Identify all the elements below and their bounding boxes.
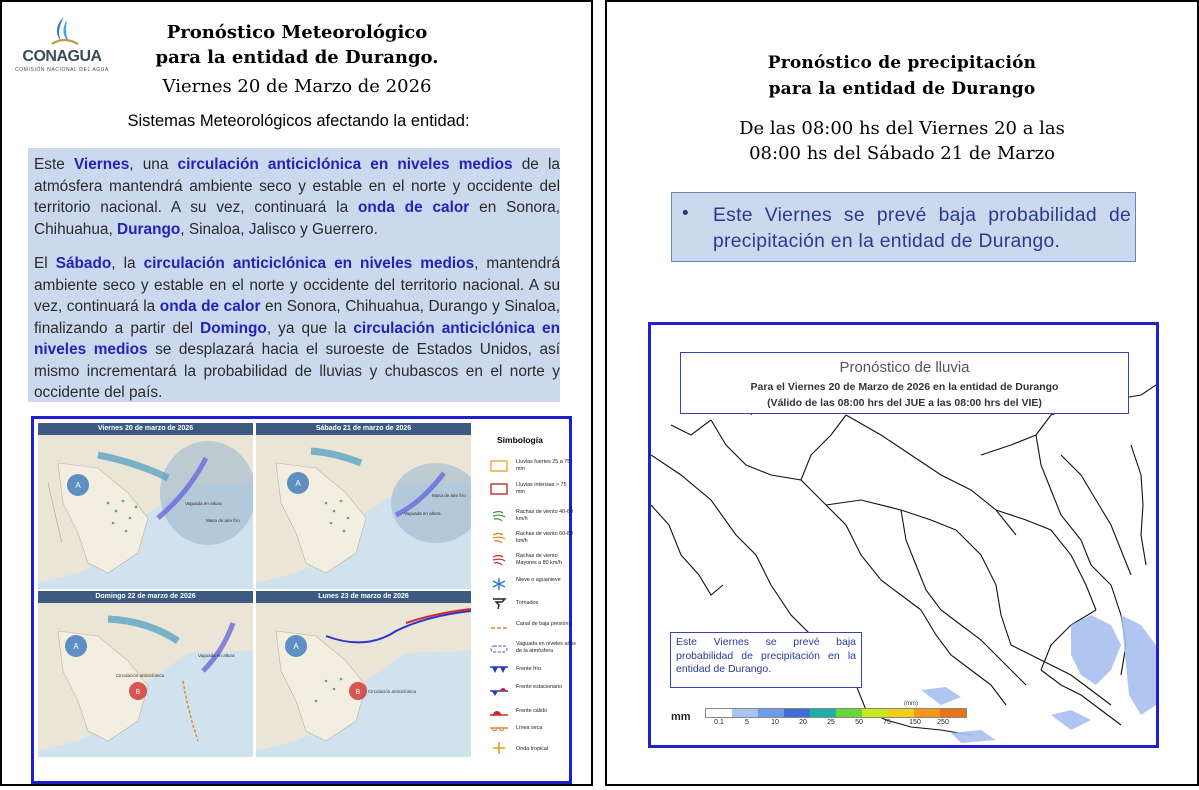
bullet-icon: •	[682, 203, 689, 224]
svg-text:A: A	[295, 479, 301, 488]
legend-item: Rachas de viento Mayores a 80 km/h	[516, 553, 562, 566]
scale-value-label: 250	[937, 719, 949, 726]
paragraph-text: de la atmósfera mantendrá ambiente seco y estable en el norte y occidente del territorio nacional. A su vez, continuará la	[34, 156, 560, 216]
tornado-icon	[489, 597, 509, 611]
mini-map-title: Domingo 22 de marzo de 2026	[38, 591, 253, 603]
paragraph-text: en Sonora, Chihuahua, Durango y Sinaloa, finalizando a partir del	[34, 298, 560, 337]
legend-item: Nieve o aguanieve	[516, 577, 561, 583]
rainfall-forecast-map	[648, 322, 1159, 748]
svg-text:A: A	[73, 642, 79, 651]
legend-item: Línea seca	[516, 725, 543, 731]
paragraph-text: , mantendrá ambiente seco y estable en el norte y occidente del territorio nacional. A su vez, continuará la	[34, 255, 561, 315]
precip-period-line1: De las 08:00 hs del Viernes 20 a las	[739, 118, 1065, 139]
orange-box-icon	[489, 459, 509, 473]
map-label: Vaguada en altura	[198, 653, 235, 658]
paragraph-text: , Sinaloa, Jalisco y Guerrero.	[180, 220, 378, 238]
precip-title-line1: Pronóstico de precipitación	[767, 53, 1037, 73]
scale-swatch	[810, 709, 836, 717]
warm-front-icon	[489, 705, 509, 719]
scale-swatch	[836, 709, 862, 717]
paragraph-text: , una	[129, 156, 178, 173]
map-label: Vaguada en altura	[185, 501, 222, 506]
legend-item: Lluvias fuertes 25 a 75 mm	[516, 459, 571, 472]
legend-item: Frente frío	[516, 666, 541, 672]
rainfall-map-subtitle: Para el Viernes 20 de Marzo de 2026 en la entidad de Durango	[750, 381, 1059, 393]
bulletin-title-line2: para la entidad de Durango.	[155, 47, 439, 68]
mini-map-title: Viernes 20 de marzo de 2026	[38, 423, 253, 435]
highlighted-term: circulación anticiclónica en niveles medios	[34, 319, 561, 358]
map-label: Circulación anticiclónica	[368, 689, 417, 694]
scale-unit-label: mm	[671, 711, 691, 723]
paragraph-text: se desplazará hacia el suroeste de Estados Unidos, así mismo incrementará la probabilidad de lluvias y chubascos en el norte y occidente del país.	[34, 341, 560, 401]
scale-caption: (mm)	[904, 701, 918, 707]
legend-item: Canal de baja presión	[516, 621, 569, 627]
paragraph-text: , la	[111, 255, 144, 272]
forecast-bulletin-panel	[0, 0, 593, 786]
dashed-line-icon	[489, 621, 509, 635]
highlighted-term: Viernes	[73, 156, 130, 173]
legend-item: Rachas de viento 40-60 km/h	[516, 509, 573, 522]
map-label: Vaguada en altura	[404, 511, 441, 516]
mini-map-saturday	[256, 423, 471, 589]
scale-swatch	[732, 709, 758, 717]
rainfall-color-scale	[705, 708, 967, 718]
highlighted-term: circulación anticiclónica en niveles medios	[143, 255, 475, 272]
mini-map-monday	[256, 591, 471, 757]
water-drop-icon	[12, 14, 112, 50]
scale-value-label: 50	[855, 719, 863, 726]
cold-front-icon	[489, 663, 509, 677]
legend-item: Frente estacionario	[516, 684, 563, 690]
synopsis-paragraph-saturday	[34, 253, 560, 404]
paragraph-text: Este	[34, 156, 74, 173]
scale-value-label: 10	[771, 719, 779, 726]
highlighted-term: Domingo	[200, 319, 267, 337]
svg-text:B: B	[135, 689, 141, 696]
snowflake-icon	[489, 577, 509, 591]
map-label: Masa de aire frío	[206, 518, 240, 523]
legend-item: Onda tropical	[516, 746, 549, 752]
legend-item: Tornados	[516, 600, 539, 606]
legend-item: Lluvias intensas > 75 mm	[516, 482, 567, 495]
logo-subtitle: COMISIÓN NACIONAL DEL AGUA	[15, 67, 109, 73]
highlighted-term: Sábado	[55, 255, 112, 272]
legend-item: Vaguada en niveles altos de la atmósfera	[516, 641, 576, 654]
highlighted-term: onda de calor	[159, 298, 261, 315]
mini-map-title: Lunes 23 de marzo de 2026	[256, 591, 471, 603]
scale-value-label: 0.1	[714, 719, 724, 726]
precip-summary-callout	[671, 192, 1136, 262]
svg-text:B: B	[355, 689, 361, 696]
scale-swatch	[914, 709, 940, 717]
scale-value-label: 75	[883, 719, 891, 726]
rainfall-map-note: Este Viernes se prevé baja probabilidad de precipitación en la entidad de Durango.	[670, 632, 862, 688]
mini-map-title: Sábado 21 de marzo de 2026	[256, 423, 471, 435]
synopsis-paragraph-friday	[34, 154, 560, 240]
tropical-wave-icon	[489, 741, 509, 755]
scale-swatch	[862, 709, 888, 717]
precip-period-line2: 08:00 hs del Sábado 21 de Marzo	[749, 143, 1055, 164]
paragraph-text: El	[34, 255, 56, 272]
paragraph-text: , ya que la	[266, 319, 354, 337]
legend-item: Frente cálido	[516, 708, 548, 714]
scale-swatch	[758, 709, 784, 717]
conagua-logo	[12, 14, 112, 76]
trough-icon	[489, 642, 509, 656]
paragraph-text: en Sonora, Chihuahua,	[34, 199, 561, 238]
rainfall-scale-labels	[705, 719, 957, 726]
mini-map-friday	[38, 423, 253, 589]
highlighted-term: onda de calor	[358, 199, 470, 216]
logo-wordmark: CONAGUA	[22, 48, 102, 65]
scale-value-label: 25	[827, 719, 835, 726]
precip-title-line2: para la entidad de Durango	[768, 79, 1036, 99]
highlighted-term: circulación anticiclónica en niveles medios	[177, 156, 513, 173]
red-box-icon	[489, 482, 509, 496]
rainfall-map-validity: (Válido de las 08:00 hrs del JUE a las 08:00 hrs del VIE)	[767, 397, 1042, 409]
scale-swatch	[706, 709, 732, 717]
scale-value-label: 20	[799, 719, 807, 726]
weather-systems-maps	[31, 416, 576, 784]
scale-swatch	[940, 709, 966, 717]
mini-map-sunday	[38, 591, 253, 757]
bulletin-title-line1: Pronóstico Meteorológico	[166, 22, 428, 43]
wind-orange-icon	[489, 531, 509, 545]
dry-line-icon	[489, 723, 509, 737]
scale-swatch	[784, 709, 810, 717]
rainfall-map-title: Pronóstico de lluvia	[839, 359, 970, 376]
scale-value-label: 150	[909, 719, 921, 726]
wind-red-icon	[489, 553, 509, 567]
scale-swatch	[888, 709, 914, 717]
scale-value-label: 5	[745, 719, 749, 726]
svg-text:A: A	[293, 642, 299, 651]
highlighted-term: Durango	[117, 220, 181, 238]
wind-green-icon	[489, 509, 509, 523]
bulletin-date: Viernes 20 de Marzo de 2026	[162, 76, 432, 97]
legend-title: Simbología	[497, 435, 543, 445]
precipitation-forecast-panel	[605, 0, 1199, 786]
map-label: Circulación anticiclónica	[116, 673, 165, 678]
rainfall-map-title-box	[680, 352, 1129, 414]
stationary-front-icon	[489, 683, 509, 697]
legend-item: Rachas de viento 60-80 km/h	[516, 531, 573, 544]
precip-summary-text: Este Viernes se prevé baja probabilidad de precipitación en la entidad de Durango.	[713, 205, 1131, 252]
svg-text:A: A	[75, 481, 81, 490]
systems-heading: Sistemas Meteorológicos afectando la entidad:	[127, 112, 470, 130]
map-label: Masa de aire frío	[432, 493, 466, 498]
